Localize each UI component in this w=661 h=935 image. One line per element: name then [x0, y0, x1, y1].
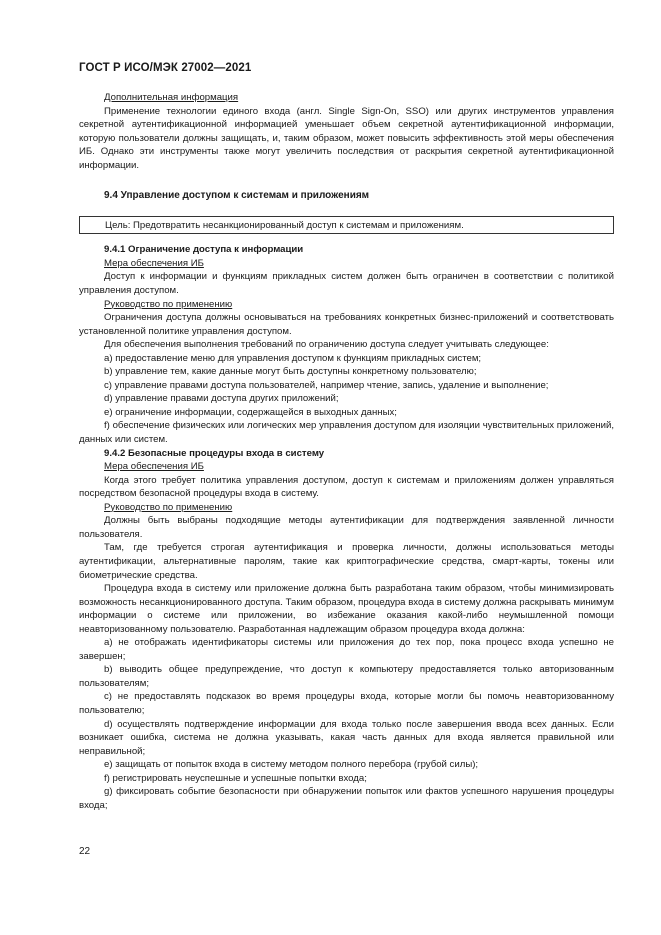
section-9-4-2-measure-label: Мера обеспечения ИБ [104, 461, 204, 473]
list-item: b) выводить общее предупреждение, что доступ к компьютеру предоставляется только авторизованным пользователям; [79, 664, 614, 689]
section-9-4-2-paragraph: Процедура входа в систему или приложение должна быть разработана таким образом, чтобы минимизировать возможность несанкционированного доступа. Таким образом, процедура входа в систему должна раскрывать минимум информации о системе или приложении, во избежание оказания какой-либо неумышленной помощи неавторизованному пользователю. Разработанная надлежащим образом процедура входа должна: [79, 583, 614, 635]
list-item: e) ограничение информации, содержащейся в выходных данных; [104, 406, 397, 418]
document-body [79, 91, 614, 812]
section-9-4-1-measure-label: Мера обеспечения ИБ [104, 257, 204, 269]
page-number: 22 [79, 846, 91, 857]
list-item: a) не отображать идентификаторы системы или приложения до тех пор, пока процесс входа успешно не завершен; [79, 637, 614, 662]
section-9-4-2-measure-text: Когда этого требует политика управления доступом, доступ к системам и приложениям должен управляться посредством безопасной процедуры входа в систему. [79, 474, 614, 500]
section-9-4-2-guide-label: Руководство по применению [104, 501, 233, 513]
intro-heading: Дополнительная информация [104, 92, 239, 103]
document-header: ГОСТ Р ИСО/МЭК 27002—2021 [79, 62, 252, 74]
section-9-4-1-guide-label: Руководство по применению [104, 298, 233, 310]
section-9-4-goal-box: Цель: Предотвратить несанкционированный доступ к системам и приложениям. [79, 216, 614, 235]
list-item: d) управление правами доступа других приложений; [104, 393, 339, 405]
intro-paragraph: Применение технологии единого входа (англ. Single Sign-On, SSO) или других инструментов управления секретной аутентификационной информацией уменьшает объем секретной аутентификационной информации, которую пользователи должны защищать, и, таким образом, может повысить эффективность этой меры обеспечения ИБ. Однако эти инструменты также могут увеличить последствия от раскрытия секретной аутентификационной информации. [79, 105, 614, 171]
section-9-4-2-paragraph: Там, где требуется строгая аутентификация и проверка личности, должны использоваться методы аутентификации, альтернативные паролям, такие как криптографические средства, смарт-карты, токены или биометрические средства. [79, 542, 614, 581]
list-item: d) осуществлять подтверждение информации для входа только после завершения ввода всех данных. Если возникает ошибка, система не должна указывать, какая часть данных для входа является правильной или неправильной; [79, 718, 614, 757]
list-item: e) защищать от попыток входа в систему методом полного перебора (грубой силы); [104, 759, 479, 771]
list-item: c) управление правами доступа пользователей, например чтение, запись, удаление и выполнение; [104, 379, 549, 391]
list-item: f) регистрировать неуспешные и успешные попытки входа; [104, 772, 367, 784]
list-item: a) предоставление меню для управления доступом к функциям прикладных систем; [104, 352, 482, 364]
section-9-4-2-title: 9.4.2 Безопасные процедуры входа в систему [104, 447, 325, 459]
section-9-4-1-measure-text: Доступ к информации и функциям прикладных систем должен быть ограничен в соответствии с политикой управления доступом. [79, 271, 614, 297]
section-9-4-1-title: 9.4.1 Ограничение доступа к информации [104, 244, 304, 256]
section-9-4-1-list [79, 352, 614, 447]
list-item: f) обеспечение физических или логических мер управления доступом для изоляции чувствительных приложений, данных или систем. [79, 420, 614, 446]
list-item: b) управление тем, какие данные могут быть доступны конкретному пользователю; [104, 366, 477, 378]
section-9-4-1-guide-p2: Для обеспечения выполнения требований по ограничению доступа следует учитывать следующее: [104, 339, 549, 351]
section-9-4-2-paragraph: Должны быть выбраны подходящие методы аутентификации для подтверждения заявленной личности пользователя. [79, 515, 614, 540]
list-item: g) фиксировать событие безопасности при обнаружении попыток или фактов успешного нарушения процедуры входа; [79, 786, 614, 811]
section-9-4-title: 9.4 Управление доступом к системам и приложениям [104, 190, 370, 202]
list-item: c) не предоставлять подсказок во время процедуры входа, которые могли бы помочь неавторизованному пользователю; [79, 691, 614, 716]
section-9-4-2-list [79, 636, 614, 812]
section-9-4-1-guide-p1: Ограничения доступа должны основываться на требованиях конкретных бизнес-приложений и соответствовать установленной политике управления доступом. [79, 312, 614, 337]
